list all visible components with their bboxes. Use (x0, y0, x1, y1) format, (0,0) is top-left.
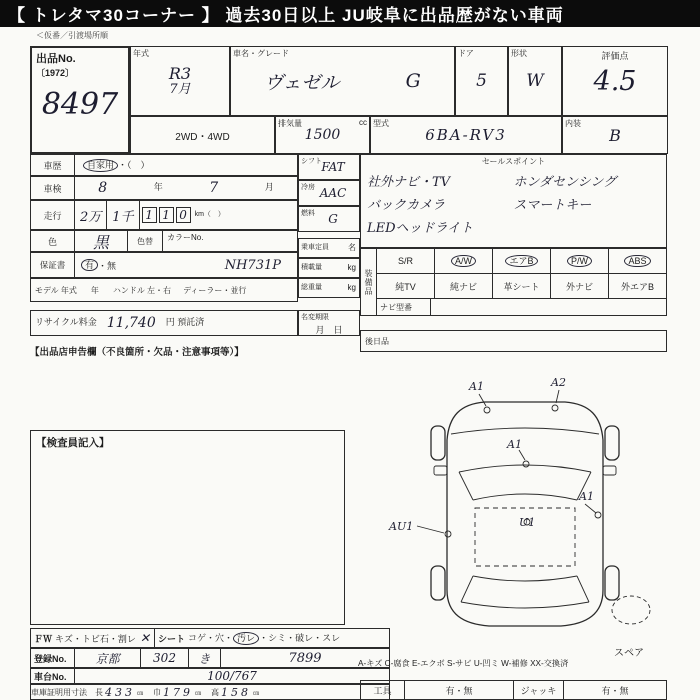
model-code-value: 6BA-RV3 (425, 126, 507, 144)
load-label: 積載量 (301, 264, 322, 272)
spare-tire-circle (612, 596, 650, 624)
rear-window-bottom (461, 602, 589, 608)
equipment-item: 純ナビ (449, 281, 477, 292)
registration-row (30, 648, 390, 668)
shift-label: シフト (301, 158, 322, 165)
weight-label: 総重量 (301, 284, 322, 292)
equipment-row (377, 249, 666, 274)
displacement-label: 排気量 (278, 119, 302, 128)
shaken-label: 車検 (31, 177, 75, 199)
jack-value: 有・無 (601, 685, 629, 696)
capacity-unit: 名 (348, 242, 356, 252)
chassis-row (30, 668, 390, 684)
garage-width-label: 巾 (153, 687, 162, 697)
equipment-item: 革シート (503, 281, 540, 292)
shaken-month-unit: 月 (264, 182, 274, 193)
spare-label: スペア (614, 648, 644, 659)
damage-annotation: A1 (469, 380, 484, 393)
history-label: 車歴 (31, 155, 75, 175)
navi-model-label: ナビ型番 (377, 299, 431, 315)
warranty-yes: 有 (81, 259, 98, 272)
interior-label: 内装 (565, 119, 581, 128)
sales-point: ホンダセンシング (513, 175, 617, 190)
mileage-digit: 0 (176, 207, 191, 223)
garage-length-value: 433 (105, 685, 135, 699)
equipment-item: A/W (451, 255, 476, 268)
subnote: ＜仮番／引渡場所順 (36, 31, 108, 40)
condition-item-text: スレ (322, 633, 341, 644)
shape-label: 形状 (511, 49, 527, 58)
displacement-value: 1500 (304, 127, 341, 143)
mileage-man: 2万 (75, 201, 107, 229)
wheel-front-left (431, 426, 445, 460)
handle-label: ハンドル 左・右 (112, 285, 172, 295)
leader-lines (417, 390, 596, 533)
equipment-cell (377, 274, 434, 298)
color-row (30, 230, 298, 252)
wheel-front-right (605, 426, 619, 460)
door-value: 5 (476, 71, 487, 91)
garage-unit: ㎝ (253, 690, 260, 697)
equipment-cell (550, 249, 608, 273)
condition-item-text: 穴 (215, 633, 225, 644)
shape-cell (508, 46, 562, 116)
model-year-label: モデル 年式 (35, 285, 77, 295)
fw-mark: ✕ (139, 631, 150, 645)
equipment-cell (550, 274, 608, 298)
damage-mark (484, 407, 490, 413)
car-name-cell (230, 46, 455, 116)
damage-diagram (385, 372, 667, 640)
rename-deadline-label: 名変期限 (301, 314, 329, 321)
recycle-label: リサイクル料金 (35, 317, 97, 328)
front-window-condition-row (30, 628, 390, 648)
door-label: ドア (458, 49, 474, 58)
condition-item (259, 631, 286, 644)
garage-label: 車庫証明用寸法 (31, 687, 87, 697)
weight-unit: kg (347, 282, 356, 292)
windshield-bottom (473, 494, 577, 500)
warranty-row (30, 252, 298, 278)
model-year-unit: 年 (90, 285, 99, 295)
wheel-rear-right (605, 566, 619, 600)
model-year-row (30, 278, 298, 302)
equipment-box (360, 248, 667, 316)
condition-item (109, 632, 136, 645)
drive-label: 2WD・4WD (175, 131, 230, 143)
displacement-unit: cc (359, 118, 367, 127)
ac-cell (298, 180, 360, 206)
rename-deadline-unit: 月 日 (315, 324, 343, 335)
garage-height-value: 158 (221, 685, 252, 699)
windshield-sides (459, 472, 591, 500)
damage-annotation: U1 (519, 516, 536, 529)
lot-number: 8497 (41, 87, 119, 122)
rear-window-sides (461, 576, 589, 602)
score-cell (562, 46, 668, 116)
score-value: 4.5 (593, 66, 637, 97)
banner-title: 【 トレタマ30コーナー 】 過去30日以上 JU岐阜に出品歴がない車両 (8, 6, 564, 25)
shaken-year: 8 (98, 180, 108, 196)
capacity-label: 乗車定員 (301, 244, 329, 252)
wheel-rear-left (431, 566, 445, 600)
equipment-item: P/W (567, 255, 592, 268)
mileage-digit: 1 (142, 207, 157, 223)
tool-value: 有・無 (445, 685, 473, 696)
car-top-view (385, 372, 667, 640)
lot-bracket: 〔1972〕 (36, 68, 75, 78)
chassis-label: 車台No. (31, 669, 75, 683)
declaration-header: 【出品店申告欄（不良箇所・欠品・注意事項等）】 (30, 347, 244, 358)
year-cell (130, 46, 230, 116)
recycle-row (30, 310, 298, 336)
condition-item (313, 631, 340, 644)
equipment-cell (608, 274, 666, 298)
history-rest: ・（ ） (118, 160, 150, 171)
interior-value: B (609, 125, 621, 145)
equipment-row (377, 274, 666, 299)
damage-annotation: A2 (551, 376, 566, 389)
seat-label: シート (157, 633, 185, 644)
year-era: R3 (168, 63, 192, 83)
damage-annotation: A1 (579, 490, 594, 503)
damage-legend: A-キズ C-腐食 E-エクボ S-サビ U-凹ミ W-補修 XX-交換済 (358, 659, 569, 668)
equipment-cell (377, 249, 434, 273)
fw-label: ＦＷ (34, 633, 53, 644)
condition-item (286, 631, 313, 644)
drive-cell (130, 116, 275, 154)
hood-line (451, 428, 599, 434)
registration-kana: き (189, 649, 221, 667)
history-owner: 自家用 (83, 159, 118, 172)
equipment-item: 純TV (395, 281, 416, 292)
history-row (30, 154, 298, 176)
condition-item (55, 632, 73, 645)
damage-annotation: A1 (507, 438, 522, 451)
jack-label: ジャッキ (514, 681, 564, 699)
registration-label: 登録No. (31, 649, 75, 667)
garage-unit: ㎝ (195, 690, 202, 697)
mirror-left (434, 466, 447, 475)
ac-value: AAC (319, 186, 347, 200)
condition-item-text: コゲ (187, 633, 206, 644)
later-items-row (360, 330, 667, 352)
damage-mark (445, 531, 451, 537)
rename-deadline-cell (298, 310, 360, 336)
garage-dimensions-row (30, 684, 390, 700)
tool-label: 工具 (361, 681, 405, 699)
score-label: 評価点 (601, 51, 629, 61)
year-month: 7月 (169, 81, 191, 97)
equipment-item: 外ナビ (565, 281, 593, 292)
registration-area: 京都 (75, 649, 141, 667)
equipment-cell (434, 249, 492, 273)
recycle-unit: 円 預託済 (165, 317, 205, 328)
shift-value: FAT (321, 160, 345, 174)
displacement-cell (275, 116, 370, 154)
mileage-unit: km（ ） (194, 211, 225, 219)
tools-row (360, 680, 667, 700)
equipment-item: 外エアB (620, 281, 654, 292)
warranty-no: ・ 無 (98, 259, 116, 272)
interior-cell (562, 116, 668, 154)
color-change-label: 色替 (128, 231, 163, 251)
weight-cell (298, 278, 360, 298)
condition-item-text: 破レ (295, 633, 314, 644)
rear-window-top (473, 576, 577, 581)
mileage-sen: 1千 (107, 201, 139, 229)
mirror-right (603, 466, 616, 475)
chassis-value: 100/767 (207, 669, 257, 683)
condition-item (206, 631, 224, 644)
dealer-label: ディーラー・並行 (183, 285, 247, 295)
door-cell (455, 46, 508, 116)
color-label: 色 (31, 231, 75, 251)
ac-label: 冷房 (301, 184, 315, 191)
equipment-label: 装備品 (361, 249, 377, 315)
condition-item (73, 632, 109, 645)
damage-annotation: AU1 (389, 520, 414, 533)
lot-label: 出品No. (36, 53, 76, 65)
mileage-digit: 1 (159, 207, 174, 223)
sales-point: 社外ナビ・TV (367, 175, 451, 190)
condition-item (224, 631, 259, 645)
shaken-month: 7 (209, 180, 219, 196)
navi-model-row (377, 299, 666, 315)
garage-width-value: 179 (163, 685, 194, 699)
condition-item-text: 割レ (117, 633, 136, 644)
damage-mark (523, 461, 529, 467)
equipment-cell (608, 249, 666, 273)
condition-item-text: トビ石 (81, 633, 109, 644)
equipment-item: S/R (397, 256, 413, 266)
sales-points-box (360, 154, 667, 248)
lot-box (30, 46, 130, 154)
sales-point: スマートキー (513, 198, 592, 213)
tool-cell (360, 680, 514, 700)
capacity-cell (298, 238, 360, 258)
header-banner (0, 0, 700, 27)
mileage-label: 走行 (31, 201, 75, 229)
inspector-label: 【検査員記入】 (36, 437, 110, 449)
registration-number: 7899 (288, 650, 322, 666)
mileage-row (30, 200, 298, 230)
car-body-outline (447, 402, 603, 626)
color-no-label: カラーNo. (167, 233, 204, 242)
recycle-value: 11,740 (106, 315, 156, 331)
year-label: 年式 (133, 49, 149, 58)
shape-value: W (526, 71, 544, 91)
car-name-label: 車名・グレード (233, 49, 289, 58)
shaken-year-unit: 年 (153, 182, 163, 193)
fuel-label: 燃料 (301, 210, 315, 217)
color-value: 黒 (75, 231, 128, 251)
color-no-value: NH731P (224, 257, 281, 273)
equipment-item: エアB (505, 255, 537, 268)
garage-height-label: 高 (211, 687, 220, 697)
damage-mark (552, 405, 558, 411)
condition-item-text: 汚レ (233, 632, 259, 645)
garage-unit: ㎝ (137, 690, 144, 697)
jack-cell (513, 680, 667, 700)
garage-length-label: 長 (95, 687, 103, 697)
model-code-cell (370, 116, 562, 154)
shaken-row (30, 176, 298, 200)
windshield-top (459, 465, 591, 472)
equipment-cell (492, 274, 550, 298)
sales-point: LEDヘッドライト (367, 221, 474, 236)
fuel-cell (298, 206, 360, 232)
fuel-value: G (328, 212, 338, 226)
sales-point: バックカメラ (367, 198, 446, 213)
registration-class: 302 (141, 649, 189, 667)
sales-points-label: セールスポイント (481, 157, 546, 166)
car-grade-value: G (405, 70, 421, 92)
equipment-cell (434, 274, 492, 298)
model-code-label: 型式 (373, 119, 389, 128)
later-items-label: 後日品 (365, 336, 389, 346)
warranty-label: 保証書 (31, 253, 75, 277)
shift-cell (298, 154, 360, 180)
car-name-value: ヴェゼル (264, 71, 340, 94)
condition-item (188, 631, 206, 644)
condition-item-text: キズ (55, 633, 73, 644)
equipment-cell (492, 249, 550, 273)
load-cell (298, 258, 360, 278)
condition-item-text: シミ (268, 633, 287, 644)
load-unit: kg (347, 262, 356, 272)
equipment-item: ABS (624, 255, 650, 268)
inspector-box (30, 430, 345, 625)
